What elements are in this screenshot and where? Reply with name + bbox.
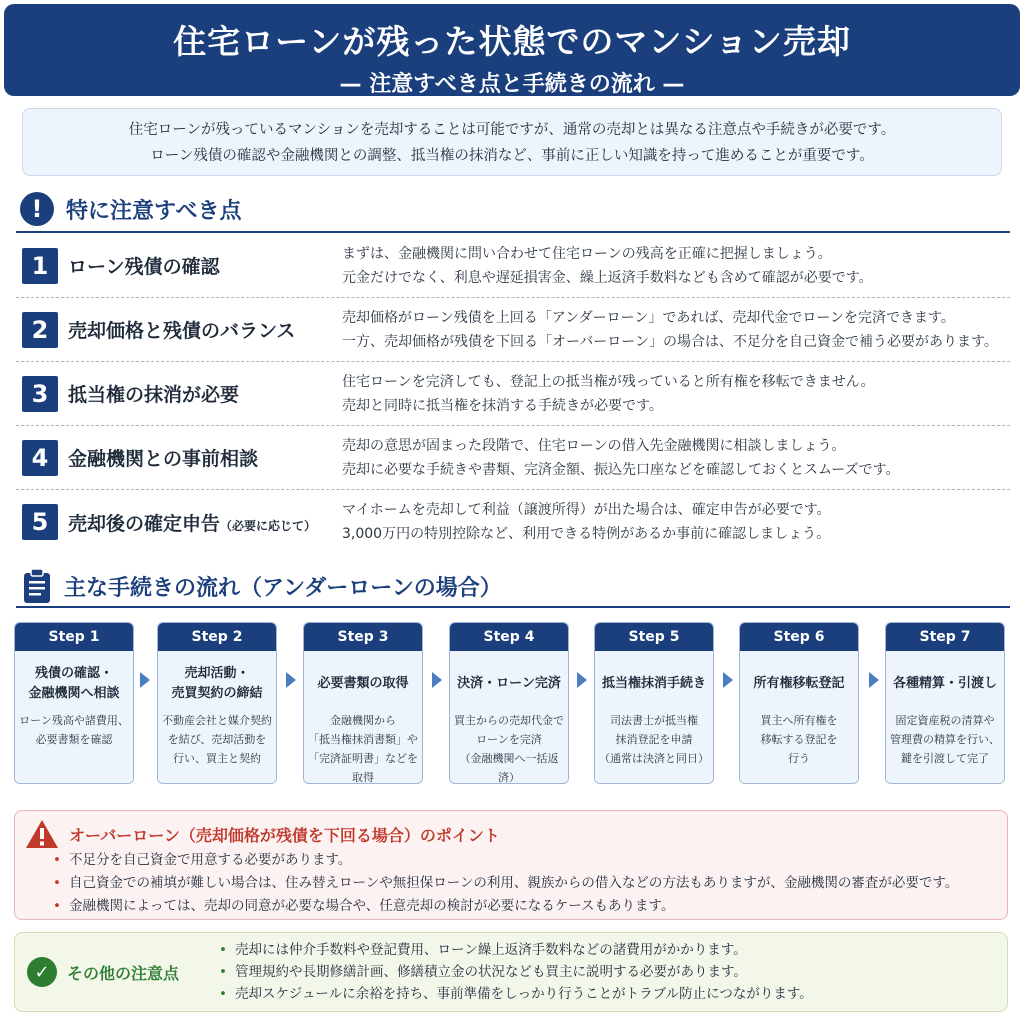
step-title: 所有権移転登記 xyxy=(753,676,845,691)
arrow-right-icon xyxy=(869,672,879,688)
point-item xyxy=(16,490,1010,554)
list-item: • 売却には仲介手数料や登記費用、ローン繰上返済手数料などの諸費用がかかります。 xyxy=(219,939,813,961)
step-title: 残債の確認・ 金融機関へ相談 xyxy=(28,666,120,701)
step-label: Step 7 xyxy=(886,623,1004,651)
intro-box xyxy=(22,108,1002,176)
list-item: • 金融機関によっては、売却の同意が必要な場合や、任意売却の検討が必要になるケースもあります。 xyxy=(53,895,958,918)
list-item: • 不足分を自己資金で用意する必要があります。 xyxy=(53,849,958,872)
step-label: Step 4 xyxy=(450,623,568,651)
page-subtitle: — 注意すべき点と手続きの流れ — xyxy=(339,72,685,97)
point-title: 金融機関との事前相談 xyxy=(68,448,259,470)
section-divider xyxy=(16,606,1010,608)
step-description: 固定資産税の清算や 管理費の精算を行い、 鍵を引渡して完了 xyxy=(890,714,1000,765)
step-label: Step 5 xyxy=(595,623,713,651)
step-description: 買主からの売却代金で ローンを完済 （金融機関へ一括返済） xyxy=(454,714,564,784)
section-flow-heading xyxy=(22,568,502,604)
step-card xyxy=(449,622,569,784)
step-label: Step 1 xyxy=(15,623,133,651)
point-description: 売却の意思が固まった段階で、住宅ローンの借入先金融機関に相談しましょう。 売却に必要な手続きや書類、完済金額、振込先口座などを確認しておくとスムーズです。 xyxy=(342,437,900,478)
step-description: 司法書士が抵当権 抹消登記を申請 （通常は決済と同日） xyxy=(599,714,709,765)
point-number: 1 xyxy=(22,248,58,284)
check-icon: ✓ xyxy=(27,957,57,987)
point-title: 売却後の確定申告（必要に応じて） xyxy=(68,512,317,535)
step-card xyxy=(594,622,714,784)
step-description: 買主へ所有権を 移転する登記を 行う xyxy=(760,714,838,765)
intro-line-1: 住宅ローンが残っているマンションを売却することは可能ですが、通常の売却とは異なる注意点や手続きが必要です。 xyxy=(128,122,896,138)
step-card xyxy=(303,622,423,784)
step-title: 売却活動・ 売買契約の締結 xyxy=(171,666,263,701)
overloan-box xyxy=(14,810,1008,920)
step-title: 決済・ローン完済 xyxy=(457,676,561,691)
point-note: （必要に応じて） xyxy=(220,518,317,533)
point-number: 5 xyxy=(22,504,58,540)
warning-icon xyxy=(25,819,59,849)
point-item xyxy=(16,234,1010,298)
overloan-title: オーバーローン（売却価格が残債を下回る場合）のポイント xyxy=(69,826,500,845)
point-number: 3 xyxy=(22,376,58,412)
step-title: 各種精算・引渡し xyxy=(892,676,997,691)
arrow-right-icon xyxy=(140,672,150,688)
page-title: 住宅ローンが残った状態でのマンション売却 xyxy=(173,22,851,61)
point-number: 4 xyxy=(22,440,58,476)
point-title: ローン残債の確認 xyxy=(68,256,220,278)
point-item xyxy=(16,298,1010,362)
arrow-right-icon xyxy=(286,672,296,688)
point-description: 住宅ローンを完済しても、登記上の抵当権が残っていると所有権を移転できません。 売却と同時に抵当権を抹消する手続きが必要です。 xyxy=(342,373,875,414)
point-title: 抵当権の抹消が必要 xyxy=(68,384,240,406)
point-item xyxy=(16,362,1010,426)
point-description: 売却価格がローン残債を上回る「アンダーローン」であれば、売却代金でローンを完済できます。 一方、売却価格が残債を下回る「オーバーローン」の場合は、不足分を自己資金で補う必要があります。 xyxy=(342,309,998,350)
step-card xyxy=(885,622,1005,784)
arrow-right-icon xyxy=(577,672,587,688)
page-header xyxy=(4,4,1020,96)
section-divider xyxy=(16,231,1010,233)
step-card xyxy=(157,622,277,784)
step-label: Step 6 xyxy=(740,623,858,651)
list-item: • 売却スケジュールに余裕を持ち、事前準備をしっかり行うことがトラブル防止につながります。 xyxy=(219,983,813,1005)
step-title: 抵当権抹消手続き xyxy=(601,676,706,691)
step-card xyxy=(14,622,134,784)
overloan-list xyxy=(53,849,958,918)
clipboard-icon xyxy=(22,568,52,604)
other-notes-title: その他の注意点 xyxy=(67,964,180,983)
point-description: マイホームを売却して利益（譲渡所得）が出た場合は、確定申告が必要です。 3,000万円の特別控除など、利用できる特例があるか事前に確認しましょう。 xyxy=(342,502,831,542)
step-description: 金融機関から 「抵当権抹消書類」や 「完済証明書」などを 取得 xyxy=(308,714,418,784)
section-caution-heading xyxy=(20,192,242,226)
section-caution-title: 特に注意すべき点 xyxy=(66,198,242,224)
intro-line-2: ローン残債の確認や金融機関との調整、抵当権の抹消など、事前に正しい知識を持って進めることが重要です。 xyxy=(150,148,874,164)
arrow-right-icon xyxy=(723,672,733,688)
step-label: Step 2 xyxy=(158,623,276,651)
exclamation-icon: ! xyxy=(20,192,54,226)
step-description: 不動産会社と媒介契約 を結び、売却活動を 行い、買主と契約 xyxy=(162,714,272,765)
section-flow-title: 主な手続きの流れ（アンダーローンの場合） xyxy=(64,575,502,601)
steps-flow xyxy=(14,622,1010,786)
other-notes-box xyxy=(14,932,1008,1012)
arrow-right-icon xyxy=(432,672,442,688)
list-item: • 自己資金での補填が難しい場合は、住み替えローンや無担保ローンの利用、親族からの借入などの方法もありますが、金融機関の審査が必要です。 xyxy=(53,872,958,895)
point-description: まずは、金融機関に問い合わせて住宅ローンの残高を正確に把握しましょう。 元金だけでなく、利息や遅延損害金、繰上返済手数料なども含めて確認が必要です。 xyxy=(342,245,873,286)
point-item xyxy=(16,426,1010,490)
step-label: Step 3 xyxy=(304,623,422,651)
step-card xyxy=(739,622,859,784)
list-item: • 管理規約や長期修繕計画、修繕積立金の状況なども買主に説明する必要があります。 xyxy=(219,961,813,983)
other-notes-list xyxy=(219,939,813,1005)
point-title: 売却価格と残債のバランス xyxy=(68,320,296,342)
step-title: 必要書類の取得 xyxy=(317,676,409,691)
point-number: 2 xyxy=(22,312,58,348)
step-description: ローン残高や諸費用、 必要書類を確認 xyxy=(19,714,129,746)
